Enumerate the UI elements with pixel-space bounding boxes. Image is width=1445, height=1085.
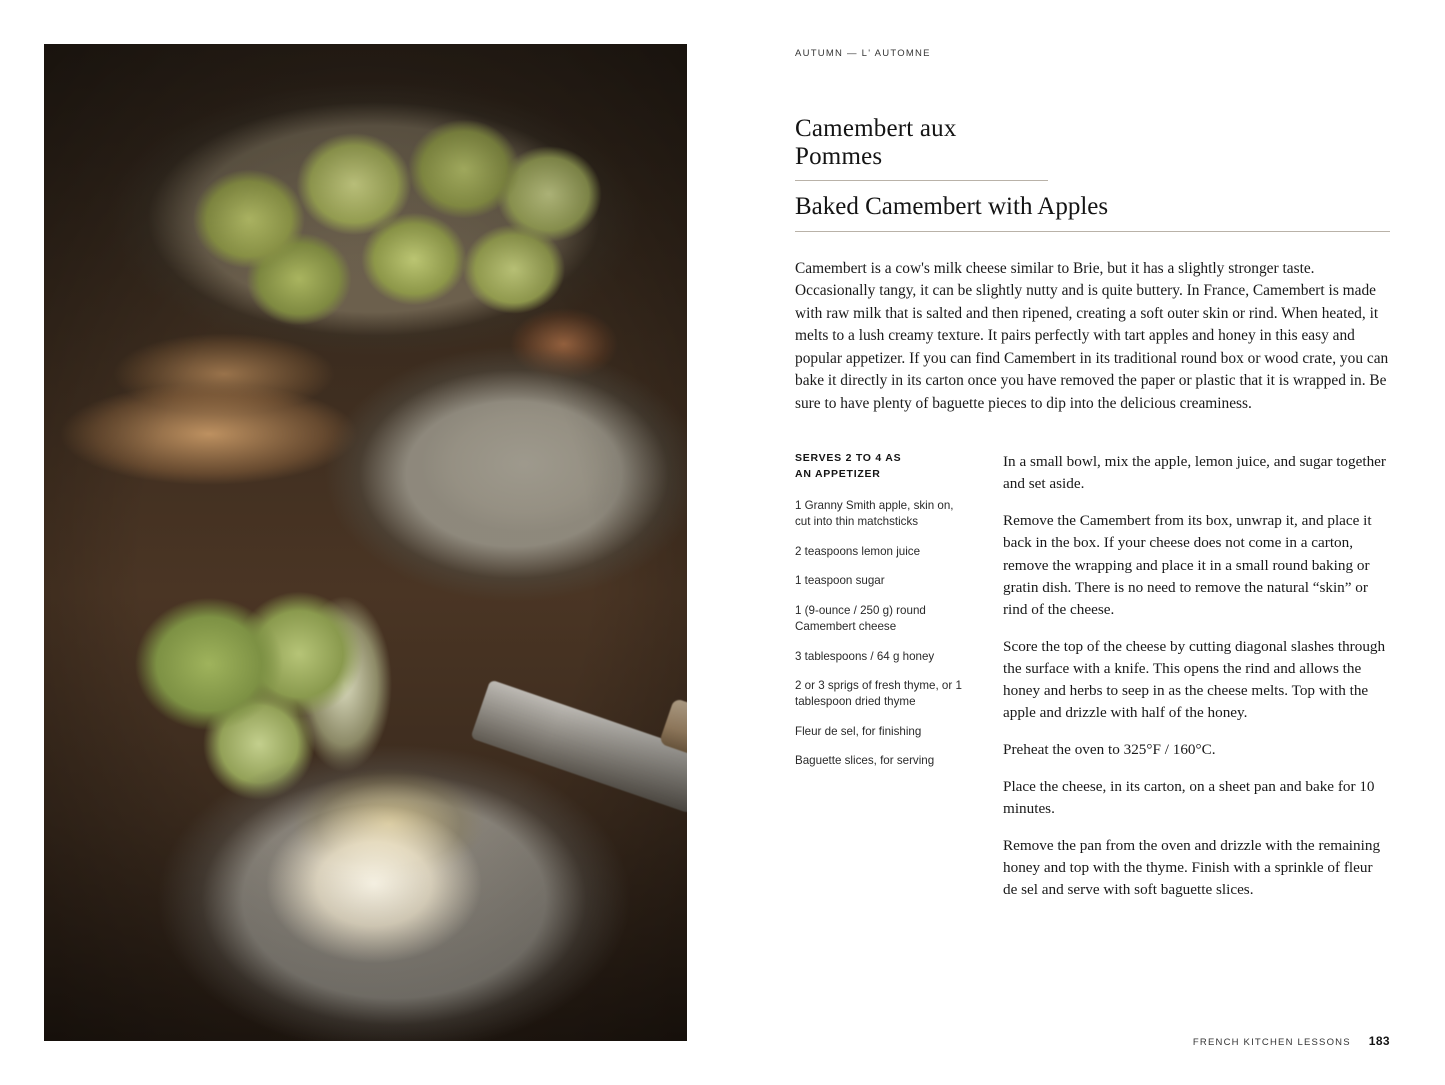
ingredient-item: 3 tablespoons / 64 g honey xyxy=(795,649,935,663)
serves-line-1: SERVES 2 TO 4 AS xyxy=(795,452,902,465)
recipe-title-french: Camembert aux Pommes xyxy=(795,115,1048,181)
ingredient-item: 1 teaspoon sugar xyxy=(795,574,885,588)
method-step: Score the top of the cheese by cutting diagonal slashes through the surface with a knife. This opens the rind and allows the honey and herbs to seep in as the cheese melts. Top with the apple and drizzle with half of the honey. xyxy=(1003,637,1386,721)
footer-book-title: FRENCH KITCHEN LESSONS xyxy=(1192,1037,1351,1048)
method-step: Preheat the oven to 325°F / 160°C. xyxy=(1003,740,1216,758)
ingredient-item: Fleur de sel, for finishing xyxy=(795,724,922,738)
recipe-body-columns xyxy=(795,451,1390,916)
recipe-title-english: Baked Camembert with Apples xyxy=(795,193,1390,232)
recipe-photograph xyxy=(44,44,687,1041)
recipe-text-page xyxy=(795,44,1390,1048)
method-step: Remove the Camembert from its box, unwrap it, and place it back in the box. If your cheese does not come in a carton, remove the wrapping and place it in a small round baking or gratin dish. There is no need to remove the natural “skin” or rind of the cheese. xyxy=(1003,512,1372,618)
running-head: AUTUMN — L' AUTOMNE xyxy=(795,48,931,59)
ingredient-item: 2 or 3 sprigs of fresh thyme, or 1 tablespoon dried thyme xyxy=(795,679,962,709)
method-step: Place the cheese, in its carton, on a sheet pan and bake for 10 minutes. xyxy=(1003,777,1375,817)
ingredient-item: 1 Granny Smith apple, skin on, cut into thin matchsticks xyxy=(795,498,954,529)
title-block xyxy=(795,115,1390,232)
ingredient-item: 1 (9-ounce / 250 g) round Camembert cheese xyxy=(795,603,926,634)
method-column xyxy=(1003,451,1390,916)
ingredient-item: 2 teaspoons lemon juice xyxy=(795,544,921,558)
serves-label xyxy=(795,451,971,481)
page-footer xyxy=(1193,1034,1390,1048)
photo-vignette xyxy=(44,44,687,1041)
serves-line-2: AN APPETIZER xyxy=(795,467,881,480)
method-step: Remove the pan from the oven and drizzle with the remaining honey and top with the thyme. Finish with a sprinkle of fleur de sel and serve with soft baguette slices. xyxy=(1003,836,1381,898)
page-number: 183 xyxy=(1368,1034,1390,1048)
ingredient-item: Baguette slices, for serving xyxy=(795,754,935,768)
method-step: In a small bowl, mix the apple, lemon juice, and sugar together and set aside. xyxy=(1003,453,1386,493)
ingredients-column xyxy=(795,451,971,916)
recipe-headnote: Camembert is a cow's milk cheese similar to Brie, but it has a slightly stronger taste. Occasionally tangy, it can be slightly nutty and is quite buttery. In France, Camembert is made with raw milk that is salted and then ripened, creating a soft outer skin or rind. When heated, it melts to a lush creamy texture. It pairs perfectly with tart apples and honey in this easy and popular appetizer. If you can find Camembert in its traditional round box or wood crate, you can bake it directly in its carton once you have removed the paper or plastic that it is wrapped in. Be sure to have plenty of baguette pieces to dip into the delicious creaminess. xyxy=(795,260,1389,412)
